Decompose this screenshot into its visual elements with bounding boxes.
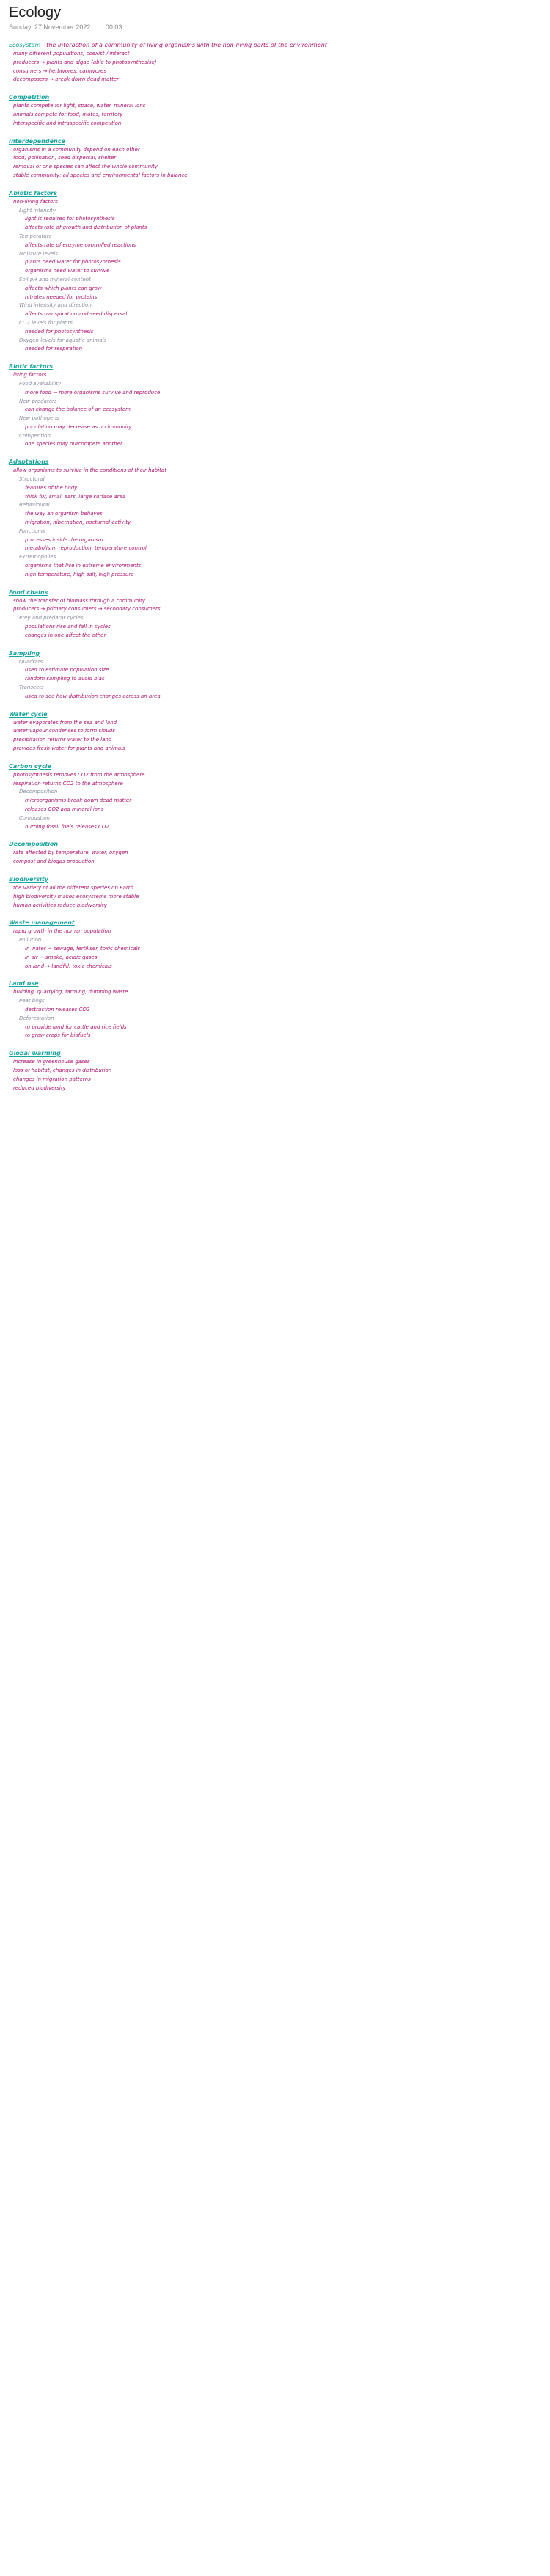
note-line: affects rate of growth and distribution of plants: [25, 225, 147, 231]
note-section: [9, 710, 538, 754]
note-line: thick fur, small ears, large surface area: [25, 493, 126, 500]
notes-content: [9, 41, 538, 1101]
note-line: affects rate of enzyme controlled reactions: [25, 241, 136, 248]
note-line: producers → primary consumers → secondary consumers: [13, 606, 161, 613]
note-line: population may decrease as no immunity: [25, 423, 132, 430]
note-line: reduced biodiversity: [13, 1084, 66, 1091]
note-line: removal of one species can affect the whole community: [13, 164, 158, 170]
section-heading: [9, 458, 538, 467]
note-line: high biodiversity makes ecosystems more stable: [13, 893, 139, 900]
note-line: rapid growth in the human population: [13, 928, 111, 935]
note-list: [9, 50, 538, 84]
section-heading: [9, 875, 538, 884]
section-heading: [9, 93, 538, 102]
note-line: burning fossil fuels releases CO2: [25, 823, 109, 830]
note-subheading: Structural: [19, 476, 45, 483]
section-heading: [9, 41, 538, 50]
section-heading-label: Interdependence: [9, 137, 65, 145]
note-line: show the transfer of biomass through a community: [13, 597, 146, 604]
note-list: [9, 927, 538, 971]
section-heading: [9, 710, 538, 719]
note-line: needed for photosynthesis: [25, 328, 94, 335]
note-line: processes inside the organism: [25, 536, 103, 543]
note-subheading: Decomposition: [19, 789, 58, 795]
note-subheading: Moisture levels: [19, 250, 58, 257]
note-list: [9, 1058, 538, 1092]
note-section: [9, 979, 538, 1040]
note-subheading: Light intensity: [19, 207, 56, 214]
note-section: [9, 41, 538, 84]
note-subheading: Food availability: [19, 380, 62, 387]
note-section: [9, 840, 538, 866]
section-heading: [9, 137, 538, 146]
note-line: producers → plants and algae (able to photosynthesise): [13, 59, 157, 65]
note-line: metabolism, reproduction, temperature control: [25, 545, 147, 552]
note-list: [9, 884, 538, 910]
page-time: 00:03: [105, 23, 122, 31]
note-section: [9, 458, 538, 579]
section-heading-label: Carbon cycle: [9, 762, 51, 770]
note-subheading: Deforestation: [19, 1015, 54, 1021]
note-line: nitrates needed for proteins: [25, 293, 98, 300]
section-heading-label: Abiotic factors: [9, 189, 57, 197]
note-line: the way an organism behaves: [25, 511, 103, 517]
section-heading: [9, 588, 538, 597]
note-list: [9, 771, 538, 832]
note-line: increase in greenhouse gases: [13, 1059, 90, 1065]
note-line: plants compete for light, space, water, mineral ions: [13, 103, 146, 109]
note-line: random sampling to avoid bias: [25, 676, 105, 682]
note-list: [9, 988, 538, 1040]
note-line: needed for respiration: [25, 346, 83, 352]
note-line: features of the body: [25, 484, 78, 491]
note-line: to grow crops for biofuels: [25, 1032, 91, 1039]
page-header: [9, 4, 537, 31]
note-subheading: Peat bogs: [19, 998, 45, 1004]
note-section: [9, 93, 538, 128]
section-heading-label: Land use: [9, 980, 39, 988]
section-heading-label: Food chains: [9, 588, 48, 596]
note-line: releases CO2 and mineral ions: [25, 806, 104, 812]
note-line: provides fresh water for plants and animals: [13, 745, 125, 751]
note-section: [9, 1049, 538, 1092]
note-subheading: Combustion: [19, 814, 50, 821]
note-line: loss of habitat, changes in distribution: [13, 1067, 112, 1073]
section-intro: - the interaction of a community of living organisms with the non-living parts of the environment: [42, 42, 327, 48]
note-section: [9, 588, 538, 641]
note-line: stable community: all species and environmental factors in balance: [13, 172, 188, 178]
note-line: can change the balance of an ecosystem: [25, 406, 131, 413]
note-line: destruction releases CO2: [25, 1006, 90, 1012]
note-subheading: Functional: [19, 528, 46, 534]
note-section: [9, 137, 538, 180]
note-line: migration, hibernation, nocturnal activity: [25, 519, 131, 526]
note-line: organisms need water to survive: [25, 268, 110, 274]
note-subheading: Quadrats: [19, 658, 43, 665]
note-line: compost and biogas production: [13, 858, 95, 865]
note-subheading: Behavioural: [19, 502, 50, 508]
note-list: [9, 198, 538, 354]
note-line: human activities reduce biodiversity: [13, 902, 107, 908]
section-heading: [9, 362, 538, 371]
note-subheading: CO2 levels for plants: [19, 319, 73, 326]
note-line: consumers → herbivores, carnivores: [13, 67, 106, 74]
page-title: Ecology: [9, 4, 62, 21]
note-line: used to estimate population size: [25, 667, 109, 674]
section-heading-label: Decomposition: [9, 841, 59, 848]
note-line: in water → sewage, fertiliser, toxic chemicals: [25, 945, 141, 952]
note-line: water evaporates from the sea and land: [13, 719, 117, 726]
note-line: microorganisms break down dead matter: [25, 798, 132, 804]
note-line: allow organisms to survive in the conditions of their habitat: [13, 467, 166, 474]
note-subheading: Temperature: [19, 233, 52, 239]
note-line: photosynthesis removes CO2 from the atmosphere: [13, 771, 145, 778]
note-line: populations rise and fall in cycles: [25, 624, 111, 630]
note-line: more food → more organisms survive and reproduce: [25, 389, 161, 395]
section-heading-label: Sampling: [9, 649, 40, 657]
note-subheading: New predators: [19, 398, 57, 404]
note-subheading: Competition: [19, 432, 51, 439]
note-section: [9, 762, 538, 832]
note-section: [9, 875, 538, 910]
section-heading: [9, 1049, 538, 1058]
note-line: rate affected by temperature, water, oxygen: [13, 850, 128, 856]
note-line: in air → smoke, acidic gases: [25, 954, 98, 960]
note-line: to provide land for cattle and rice fields: [25, 1024, 127, 1030]
note-line: one species may outcompete another: [25, 441, 122, 448]
note-line: decomposers → break down dead matter: [13, 76, 120, 83]
section-heading-label: Waste management: [9, 919, 75, 927]
section-heading: [9, 840, 538, 849]
note-subheading: Extremophiles: [19, 554, 56, 561]
note-section: [9, 362, 538, 449]
note-line: non-living factors: [13, 198, 58, 205]
note-subheading: Soil pH and mineral content: [19, 276, 91, 282]
note-subheading: Wind intensity and direction: [19, 302, 92, 309]
note-section: [9, 649, 538, 701]
section-heading-label: Ecosystem: [9, 42, 41, 48]
note-line: living factors: [13, 372, 47, 379]
note-line: the variety of all the different species on Earth: [13, 884, 133, 891]
note-line: precipitation returns water to the land: [13, 737, 112, 743]
note-line: many different populations, coexist / interact: [13, 51, 130, 56]
note-line: used to see how distribution changes across an area: [25, 693, 161, 699]
note-list: [9, 849, 538, 866]
note-line: changes in migration patterns: [13, 1076, 91, 1082]
note-subheading: Pollution: [19, 937, 42, 944]
note-line: interspecific and intraspecific competition: [13, 120, 122, 126]
note-line: on land → landfill, toxic chemicals: [25, 963, 112, 969]
note-subheading: New pathogens: [19, 415, 59, 422]
note-line: food, pollination, seed dispersal, shelter: [13, 155, 117, 161]
note-list: [9, 467, 538, 579]
note-list: [9, 371, 538, 449]
section-heading-label: Biotic factors: [9, 363, 54, 371]
note-line: light is required for photosynthesis: [25, 216, 115, 222]
note-line: building, quarrying, farming, dumping waste: [13, 989, 128, 996]
note-line: water vapour condenses to form clouds: [13, 728, 115, 734]
section-heading-label: Global warming: [9, 1050, 61, 1057]
note-list: [9, 146, 538, 180]
section-heading: [9, 979, 538, 988]
section-heading: [9, 762, 538, 771]
note-subheading: Oxygen levels for aquatic animals: [19, 337, 107, 343]
section-heading: [9, 919, 538, 927]
section-heading-label: Water cycle: [9, 710, 48, 718]
section-heading: [9, 649, 538, 658]
note-subheading: Transects: [19, 685, 44, 691]
note-list: [9, 102, 538, 128]
page-meta: [9, 23, 537, 31]
note-line: respiration returns CO2 to the atmosphere: [13, 780, 123, 787]
note-line: affects which plants can grow: [25, 285, 102, 291]
note-list: [9, 719, 538, 754]
note-line: affects transpiration and seed dispersal: [25, 311, 128, 318]
note-line: changes in one affect the other: [25, 632, 106, 638]
note-line: plants need water for photosynthesis: [25, 259, 121, 266]
page-date: Sunday, 27 November 2022: [9, 23, 91, 31]
note-subheading: Prey and predator cycles: [19, 615, 84, 621]
note-section: [9, 919, 538, 971]
note-line: organisms in a community depend on each other: [13, 146, 140, 153]
section-heading-label: Adaptations: [9, 459, 49, 466]
note-line: animals compete for food, mates, territory: [13, 111, 123, 117]
note-line: organisms that live in extreme environments: [25, 563, 142, 569]
note-section: [9, 189, 538, 354]
note-line: high temperature, high salt, high pressure: [25, 571, 134, 577]
section-heading-label: Biodiversity: [9, 875, 48, 883]
section-heading-label: Competition: [9, 94, 50, 101]
note-list: [9, 597, 538, 641]
section-heading: [9, 189, 538, 198]
note-list: [9, 658, 538, 701]
